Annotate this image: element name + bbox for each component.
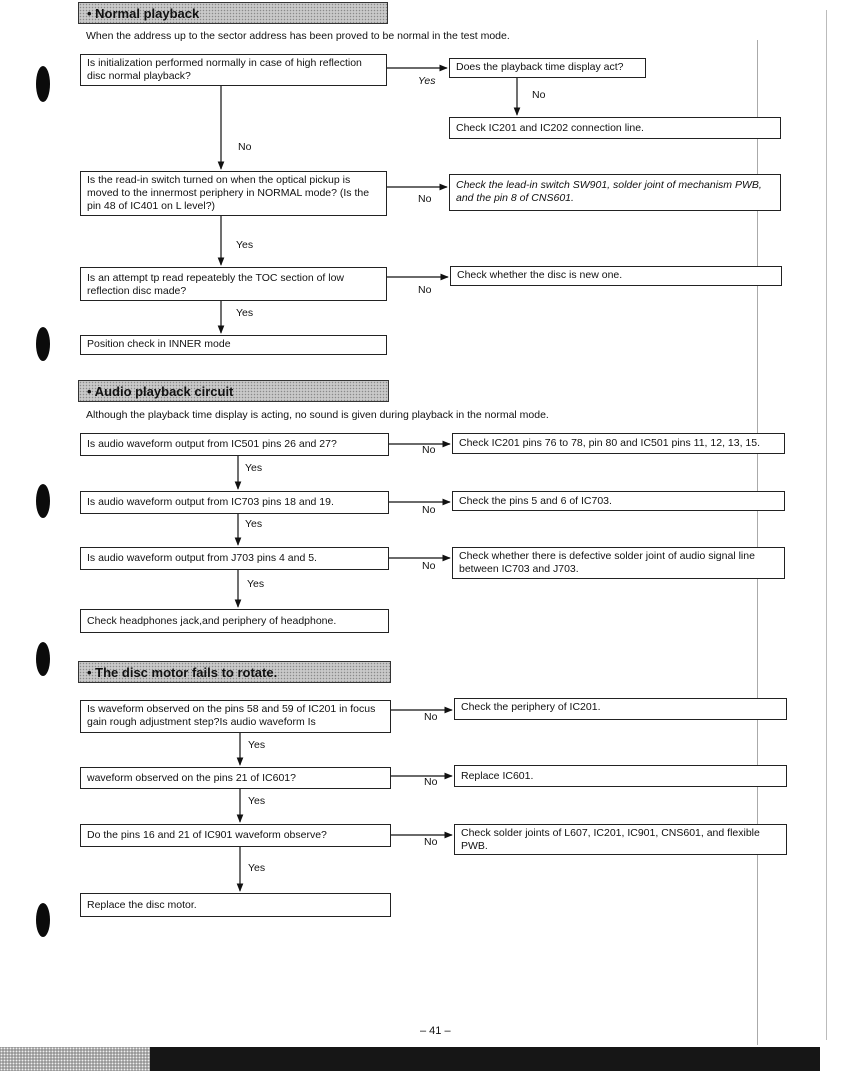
section-title-normal-playback: • Normal playback — [78, 2, 388, 24]
check-box: Replace IC601. — [454, 765, 787, 787]
end-box: Check headphones jack,and periphery of headphone. — [80, 609, 389, 633]
no-label: No — [424, 776, 438, 788]
question-box: Is initialization performed normally in case of high reflection disc normal playback? — [80, 54, 387, 86]
no-label: No — [422, 560, 436, 572]
check-box: Does the playback time display act? — [449, 58, 646, 78]
end-box: Replace the disc motor. — [80, 893, 391, 917]
yes-label: Yes — [236, 307, 254, 319]
question-box: Is an attempt tp read repeatebly the TOC section of low reflection disc made? — [80, 267, 387, 301]
check-box: Check the pins 5 and 6 of IC703. — [452, 491, 785, 511]
question-box: Is waveform observed on the pins 58 and 59 of IC201 in focus gain rough adjustment step?Is audio waveform Is — [80, 700, 391, 733]
question-box: Is audio waveform output from J703 pins 4 and 5. — [80, 547, 389, 570]
check-box: Check the lead-in switch SW901, solder joint of mechanism PWB, and the pin 8 of CNS601. — [449, 174, 781, 211]
question-box: Do the pins 16 and 21 of IC901 waveform observe? — [80, 824, 391, 847]
scan-bottom-noise — [0, 1047, 150, 1071]
question-box: Is audio waveform output from IC703 pins 18 and 19. — [80, 491, 389, 514]
no-label: No — [422, 444, 436, 456]
no-label: No — [418, 284, 432, 296]
question-box: Is audio waveform output from IC501 pins 26 and 27? — [80, 433, 389, 456]
section-title-audio-playback: • Audio playback circuit — [78, 380, 389, 402]
no-label: No — [422, 504, 436, 516]
yes-label: Yes — [245, 462, 263, 474]
no-label: No — [532, 89, 546, 101]
check-box: Check IC201 pins 76 to 78, pin 80 and IC501 pins 11, 12, 13, 15. — [452, 433, 785, 454]
action-box: Check IC201 and IC202 connection line. — [449, 117, 781, 139]
no-label: No — [418, 193, 432, 205]
yes-label: Yes — [236, 239, 254, 251]
end-box: Position check in INNER mode — [80, 335, 387, 355]
section-intro: When the address up to the sector address has been proved to be normal in the test mode. — [86, 30, 510, 42]
yes-label: Yes — [418, 75, 436, 87]
yes-label: Yes — [248, 795, 266, 807]
yes-label: Yes — [247, 578, 265, 590]
no-label: No — [238, 141, 252, 153]
yes-label: Yes — [248, 739, 266, 751]
question-box: Is the read-in switch turned on when the optical pickup is moved to the innermost periphery in NORMAL mode? (Is the pin 48 of IC401 on L level?) — [80, 171, 387, 216]
yes-label: Yes — [245, 518, 263, 530]
no-label: No — [424, 836, 438, 848]
page-number: – 41 – — [420, 1025, 451, 1037]
check-box: Check whether there is defective solder joint of audio signal line between IC703 and J703. — [452, 547, 785, 579]
no-label: No — [424, 711, 438, 723]
check-box: Check the periphery of IC201. — [454, 698, 787, 720]
section-title-disc-motor: • The disc motor fails to rotate. — [78, 661, 391, 683]
question-box: waveform observed on the pins 21 of IC601? — [80, 767, 391, 789]
check-box: Check whether the disc is new one. — [450, 266, 782, 286]
yes-label: Yes — [248, 862, 266, 874]
section-intro: Although the playback time display is acting, no sound is given during playback in the normal mode. — [86, 409, 549, 421]
check-box: Check solder joints of L607, IC201, IC901, CNS601, and flexible PWB. — [454, 824, 787, 855]
